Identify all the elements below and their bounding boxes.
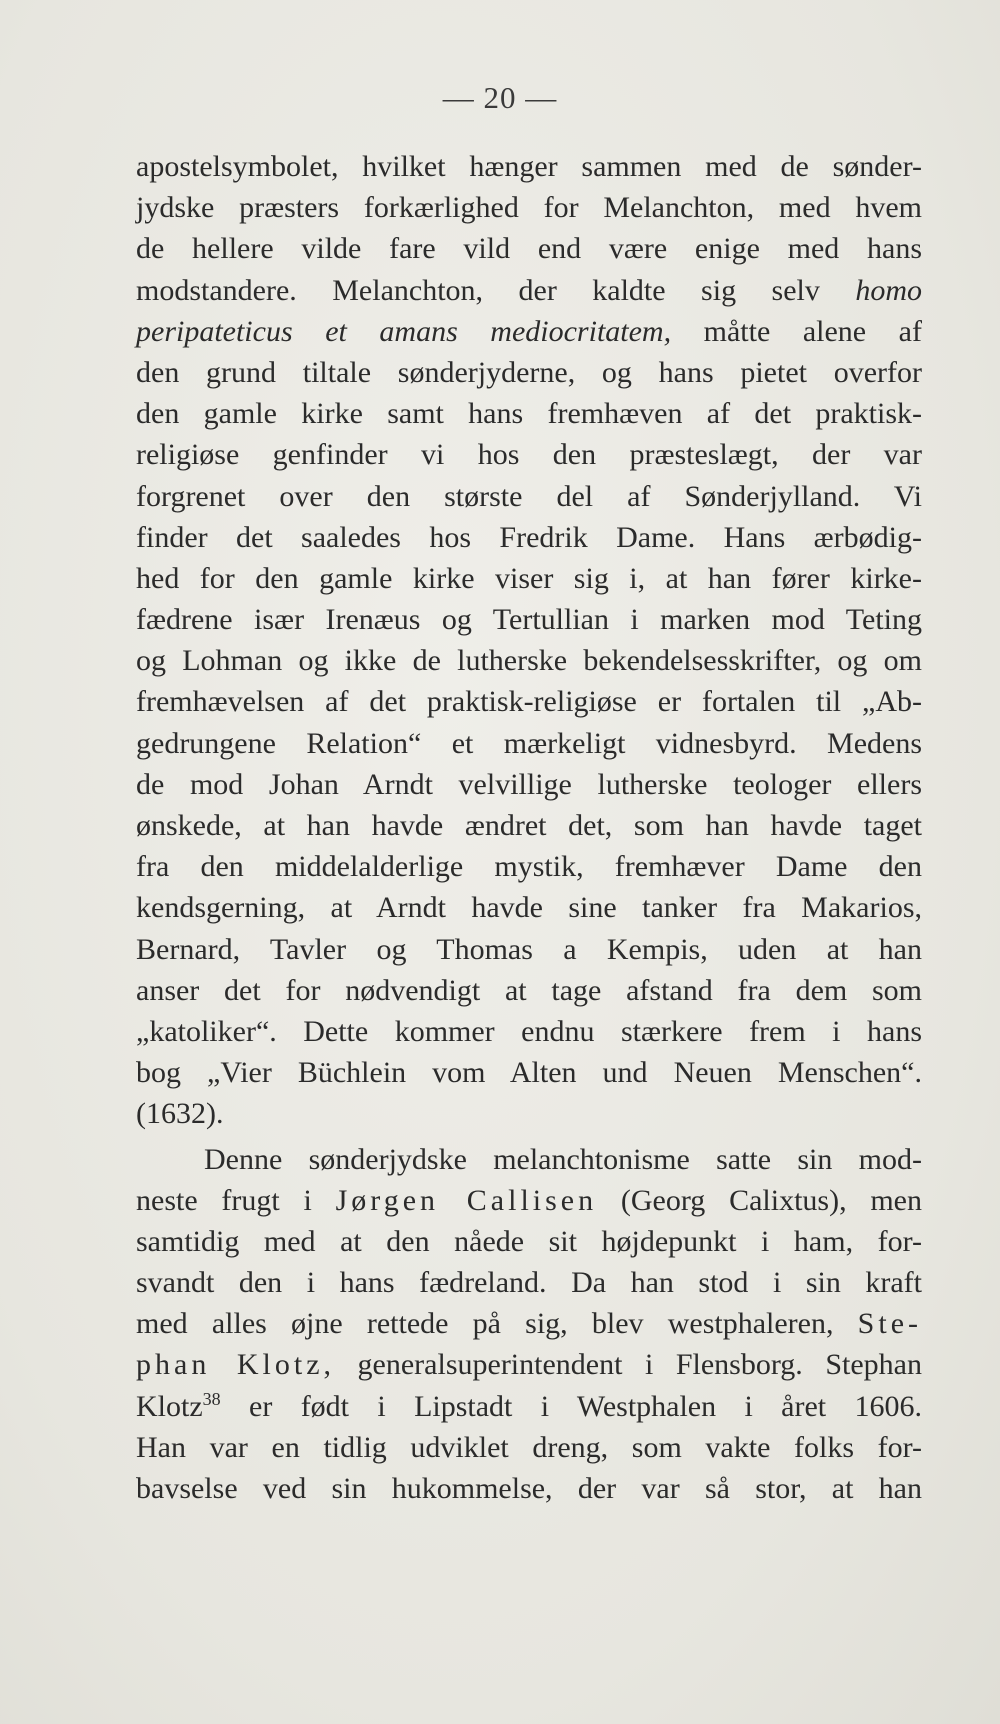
text-line: [136, 1386, 922, 1427]
text-line: [136, 1344, 922, 1385]
italic-phrase: homo: [855, 273, 922, 307]
text-line: kendsgerning, at Arndt havde sine tanker fra Makarios,: [136, 891, 922, 925]
text-line: Han var en tidlig udviklet dreng, som vakte folks for-: [136, 1430, 922, 1464]
text-line: de mod Johan Arndt velvillige lutherske teologer ellers: [136, 767, 922, 801]
text-line: svandt den i hans fædreland. Da han stod i sin kraft: [136, 1266, 922, 1300]
text-line: bog „Vier Büchlein vom Alten und Neuen Menschen“.: [136, 1056, 922, 1090]
text-run: modstandere. Melanchton, der kaldte sig selv: [136, 273, 856, 307]
text-run: (Georg Calixtus), men: [597, 1183, 922, 1217]
text-line: [136, 1303, 922, 1344]
text-run: med alles øjne rettede på sig, blev westphaleren,: [136, 1307, 858, 1341]
text-run: generalsuperintendent i Flensborg. Stephan: [335, 1348, 922, 1382]
text-line: [136, 1180, 922, 1221]
text-line: samtidig med at den nåede sit højdepunkt i ham, for-: [136, 1224, 922, 1258]
text-line: de hellere vilde fare vild end være enige med hans: [136, 232, 922, 266]
text-line: anser det for nødvendigt at tage afstand fra dem som: [136, 973, 922, 1007]
text-line: (1632).: [136, 1097, 224, 1131]
spaced-name: Jørgen Callisen: [335, 1183, 598, 1217]
text-line: [136, 270, 922, 311]
text-line: den gamle kirke samt hans fremhæven af det praktisk-: [136, 397, 922, 431]
text-line: bavselse ved sin hukommelse, der var så stor, at han: [136, 1472, 922, 1505]
footnote-marker: 38: [202, 1388, 221, 1409]
text-run: er født i Lipstadt i Westphalen i året 1606.: [220, 1389, 922, 1423]
text-line: hed for den gamle kirke viser sig i, at han fører kirke-: [136, 561, 922, 595]
text-line: religiøse genfinder vi hos den præsteslægt, der var: [136, 438, 922, 472]
spaced-name: phan Klotz,: [136, 1348, 336, 1382]
text-line: Bernard, Tavler og Thomas a Kempis, uden at han: [136, 932, 922, 966]
text-line: og Lohman og ikke de lutherske bekendelsesskrifter, og om: [136, 644, 922, 678]
text-line: forgrenet over den største del af Sønderjylland. Vi: [136, 479, 922, 513]
body-text: [136, 146, 922, 1509]
italic-phrase: peripateticus et amans mediocritatem,: [136, 314, 672, 348]
page-number: — 20 —: [442, 80, 558, 115]
text-line: den grund tiltale sønderjyderne, og hans pietet overfor: [136, 355, 922, 389]
text-line: fædrene især Irenæus og Tertullian i marken mod Teting: [136, 603, 922, 637]
text-run: måtte alene af: [671, 314, 922, 348]
text-line: „katoliker“. Dette kommer endnu stærkere frem i hans: [136, 1014, 922, 1048]
text-line: [136, 311, 922, 352]
text-line: ønskede, at han havde ændret det, som han havde taget: [136, 809, 922, 842]
text-run: neste frugt i: [136, 1183, 336, 1217]
text-line: fra den middelalderlige mystik, fremhæver Dame den: [136, 850, 922, 884]
spaced-name: Ste-: [857, 1307, 922, 1341]
text-line: Denne sønderjydske melanchtonisme satte sin mod-: [204, 1142, 922, 1176]
text-line: gedrungene Relation“ et mærkeligt vidnesbyrd. Medens: [136, 726, 922, 760]
text-line: finder det saaledes hos Fredrik Dame. Hans ærbødig-: [136, 520, 922, 554]
text-line: jydske præsters forkærlighed for Melanchton, med hvem: [136, 191, 922, 225]
text-line: apostelsymbolet, hvilket hænger sammen med de sønder-: [136, 150, 922, 183]
text-run: Klotz: [136, 1389, 203, 1423]
text-line: fremhævelsen af det praktisk-religiøse er fortalen til „Ab-: [136, 685, 922, 719]
